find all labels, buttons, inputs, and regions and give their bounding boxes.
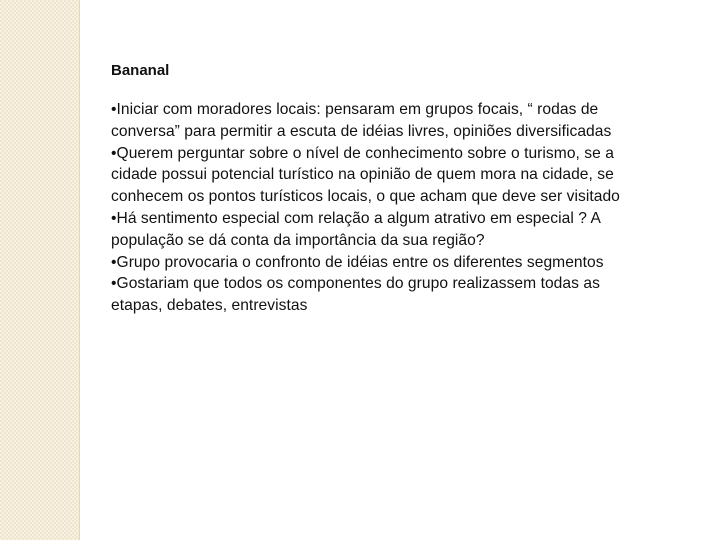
- slide-title: Bananal: [111, 62, 170, 79]
- body-line: •Gostariam que todos os componentes do grupo realizassem todas as: [111, 275, 600, 293]
- body-line: •Grupo provocaria o confronto de idéias entre os diferentes segmentos: [111, 253, 604, 271]
- body-line: conversa” para permitir a escuta de idéias livres, opiniões diversificadas: [111, 122, 612, 140]
- slide-body: [111, 99, 701, 317]
- body-line: conhecem os pontos turísticos locais, o que acham que deve ser visitado: [111, 188, 620, 206]
- body-line: •Iniciar com moradores locais: pensaram em grupos focais, “ rodas de: [111, 101, 599, 118]
- slide-content: [111, 60, 701, 317]
- body-line: •Querem perguntar sobre o nível de conhecimento sobre o turismo, se a: [111, 144, 614, 162]
- body-line: população se dá conta da importância da sua região?: [111, 231, 485, 249]
- body-line: cidade possui potencial turístico na opinião de quem mora na cidade, se: [111, 166, 614, 184]
- body-line: etapas, debates, entrevistas: [111, 297, 308, 315]
- body-line: •Há sentimento especial com relação a algum atrativo em especial ? A: [111, 209, 601, 227]
- decorative-side-band: [0, 0, 80, 540]
